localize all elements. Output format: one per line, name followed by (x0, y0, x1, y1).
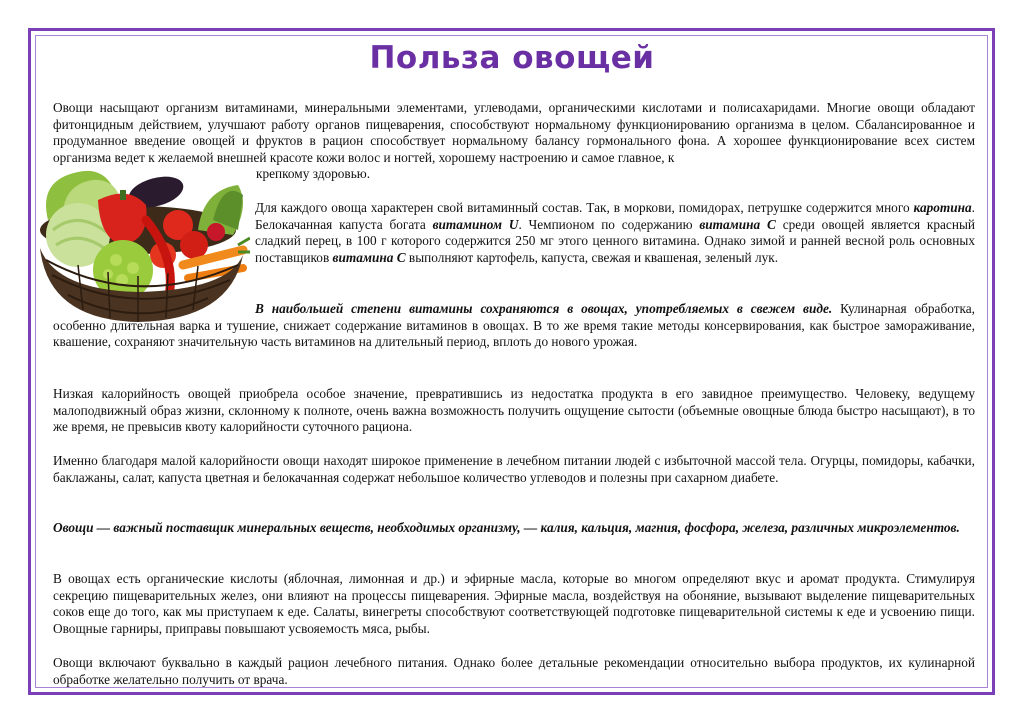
p2-text-1: Для каждого овоща характерен свой витаминный состав. Так, в моркови, помидорах, петрушке содержится много (255, 200, 914, 215)
p2-bold-vitamin-c: витамина С (699, 216, 776, 232)
p2-text-2: . Белокачанная капуста богата (255, 200, 975, 232)
paragraph-intro-text: Овощи насыщают организм витаминами, минеральными элементами, углеводами, органическими кислотами и полисахаридами. Многие овощи обладают фитонцидным действием, улучшают работу органов пищеварения, способствуют нормальному функционированию организма в целом. Сбалансированное и продуманное введение овощей и фруктов в рацион способствует нормальному балансу гормонального фона. А хорошее функционирование всех систем организма ведет к желаемой внешней красоте кожи волос и ногтей, хорошему настроению и самое главное, к (53, 100, 975, 165)
paragraph-acids (53, 571, 975, 637)
p2-bold-vitamin-u: витамином U (432, 216, 519, 232)
paragraph-fresh (53, 301, 975, 351)
p3-bold-lead: В наибольшей степени витамины сохраняются в овощах, употребляемых в свежем виде. (255, 301, 833, 316)
p6-bold: Овощи — важный поставщик минеральных веществ, необходимых организму, — калия, кальция, магния, фосфора, железа, различных микроэлементов. (53, 520, 960, 535)
paragraph-doctor-text: Овощи включают буквально в каждый рацион лечебного питания. Однако более детальные рекомендации относительно выбора продуктов, их кулинарной обработке желательно получить от врача. (53, 655, 975, 687)
p2-bold-vitamin-c-2: витамина С (332, 249, 406, 265)
paragraph-low-calorie-text: Низкая калорийность овощей приобрела особое значение, превратившись из недостатка продукта в его завидное преимущество. Человеку, ведущему малоподвижный образ жизни, склонному к полноте, очень важна возможность получить ощущение сытости (объемные овощные блюда быстро насыщают), в то же время, не превысив квоту калорийности суточного рациона. (53, 386, 975, 435)
page-title: Польза овощей (369, 40, 655, 76)
p2-bold-carotene: каротина (913, 200, 972, 215)
paragraph-fresh-text (53, 301, 975, 351)
paragraph-vitamins (255, 200, 975, 266)
paragraph-doctor (53, 655, 975, 688)
p2-text-4: среди овощей является красный сладкий перец, в 100 г которого содержится 250 мг этого ценного витамина. Однако зимой и ранней весной роль основных поставщиков (255, 216, 975, 265)
p2-text-5: выполняют картофель, капуста, свежая и квашеная, зеленый лук. (405, 249, 779, 265)
p2-text-3: . Чемпионом по содержанию (518, 216, 700, 232)
paragraph-acids-text: В овощах есть органические кислоты (яблочная, лимонная и др.) и эфирные масла, которые во многом определяют вкус и аромат продукта. Стимулируя секрецию пищеварительных желез, они влияют на процессы пищеварения. Эфирные масла, воздействуя на обоняние, вызывают выделение пищеварительных соков еще до того, как мы приступаем к еде. Салаты, винегреты способствуют соответствующей подготовке пищеварительной системы к еде и усвоению пищи. Овощные гарниры, приправы повышают усвояемость мяса, рыбы. (53, 571, 975, 636)
paragraph-minerals (53, 520, 975, 537)
paragraph-low-calorie (53, 386, 975, 436)
paragraph-diet-text: Именно благодаря малой калорийности овощи находят широкое применение в лечебном питании людей с избыточной массой тела. Огурцы, помидоры, кабачки, баклажаны, салат, капуста цветная и белокачанная содержат небольшое количество углеводов и полезны при сахарном диабете. (53, 453, 975, 485)
paragraph-intro-end: крепкому здоровью. (256, 166, 371, 182)
paragraph-diet (53, 453, 975, 486)
p3-text: Кулинарная обработка, особенно длительная варка и тушение, снижает содержание витаминов в овощах. В то же время такие методы консервирования, как быстрое замораживание, квашение, сохраняют значительную часть витаминов на длительный период, вплоть до нового урожая. (53, 301, 975, 350)
paragraph-minerals-text (53, 520, 975, 537)
paragraph-vitamins-text (255, 200, 975, 266)
